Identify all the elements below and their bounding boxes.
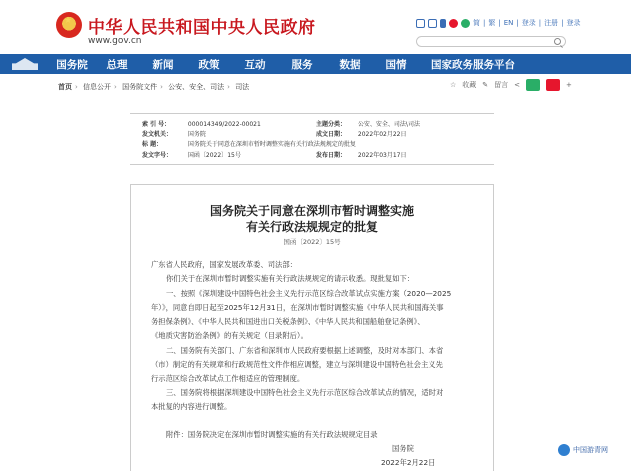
index-label: 索 引 号： — [142, 121, 171, 128]
doc-signature: 国务院 — [392, 444, 414, 453]
favorite-link[interactable]: 收藏 — [462, 81, 477, 89]
nav-item-state-council[interactable]: 国务院 — [56, 58, 88, 71]
wechat-icon[interactable] — [461, 19, 470, 28]
doc-line-1a: 一、按照《深圳建设中国特色社会主义先行示范区综合改革试点实施方案（2020—2025 — [166, 289, 452, 298]
written-date-value: 2022年02月22日 — [357, 131, 407, 138]
doc-sign-date: 2022年2月22日 — [381, 458, 436, 467]
star-icon[interactable]: ☆ — [450, 81, 457, 89]
message-icon[interactable]: ✎ — [482, 81, 489, 89]
accessibility-icon[interactable] — [416, 19, 425, 28]
document-number: 国函〔2022〕15号 — [283, 238, 341, 246]
watermark-text: 中国游青网 — [573, 446, 608, 454]
issuer-label: 发文机关： — [142, 131, 173, 138]
nav-item-national-info[interactable]: 国情 — [385, 58, 407, 71]
site-header — [0, 0, 631, 52]
breadcrumb-info-disclosure[interactable]: 信息公开 — [83, 83, 112, 91]
breadcrumb-home[interactable]: 首页 — [58, 83, 72, 91]
doc-line-2b: （市）制定的有关规章和行政规范性文件作相应调整，建立与深圳建设中国特色社会主义先 — [151, 360, 443, 369]
share-icon[interactable]: < — [514, 81, 521, 89]
doc-attachment-line[interactable]: 附件：国务院决定在深圳市暂时调整实施的有关行政法规规定目录 — [166, 430, 378, 439]
nav-item-news[interactable]: 新闻 — [152, 58, 174, 71]
wechat-share-icon[interactable] — [526, 79, 540, 91]
category-label: 主题分类： — [316, 121, 347, 128]
document-info-table — [130, 113, 494, 165]
watermark-logo-icon — [558, 444, 570, 456]
doc-line-2c: 行示范区综合改革试点工作相适应的管理制度。 — [151, 374, 305, 383]
breadcrumb-state-council-docs[interactable]: 国务院文件 — [122, 83, 158, 91]
mobile-icon[interactable] — [440, 19, 446, 28]
doc-line-intro: 你们关于在深圳市暂时调整实施有关行政法规规定的请示收悉。现批复如下： — [166, 274, 415, 283]
top-utility-bar: 简 | 繁 | EN | 登录 | 注册 | 登录 — [416, 18, 580, 28]
doc-line-3b: 本批复的内容进行调整。 — [151, 402, 232, 411]
doc-line-2a: 二、国务院有关部门、广东省和深圳市人民政府要根据上述调整，及时对本部门、本省 — [166, 346, 444, 355]
nav-item-premier[interactable]: 总理 — [106, 58, 128, 71]
signin-link[interactable]: 登录 — [566, 19, 581, 27]
nav-item-service[interactable]: 服务 — [291, 58, 313, 71]
document-title-line2: 有关行政法规规定的批复 — [245, 220, 378, 234]
doc-line-addressee: 广东省人民政府，国家发展改革委、司法部： — [151, 260, 297, 269]
lang-english-link[interactable]: EN — [503, 19, 514, 27]
breadcrumb: 首页 › 信息公开 › 国务院文件 › 公安、安全、司法 › 司法 — [58, 83, 250, 91]
document-title-line1: 国务院关于同意在深圳市暂时调整实施 — [209, 204, 414, 218]
nav-item-policy[interactable]: 政策 — [198, 58, 220, 71]
breadcrumb-public-security[interactable]: 公安、安全、司法 — [168, 83, 225, 91]
search-icon[interactable] — [554, 38, 561, 45]
issuer-value: 国务院 — [187, 131, 206, 138]
category-value: 公安、安全、司法\司法 — [357, 121, 420, 128]
main-nav — [0, 54, 631, 74]
breadcrumb-judicial[interactable]: 司法 — [235, 83, 250, 91]
index-value: 000014349/2022-00021 — [187, 121, 261, 128]
title-label: 标 题： — [142, 141, 163, 148]
published-date-value: 2022年03月17日 — [357, 152, 407, 159]
nav-item-interaction[interactable]: 互动 — [244, 58, 266, 71]
site-domain: www.gov.cn — [88, 36, 142, 46]
home-icon[interactable] — [0, 54, 50, 74]
doc-line-1c: 务担保条例》、《中华人民共和国进出口关税条例》、《中华人民共和国船舶登记条例》、 — [151, 317, 425, 326]
more-share-icon[interactable]: + — [566, 81, 572, 89]
nav-item-data[interactable]: 数据 — [339, 58, 361, 71]
lang-traditional-link[interactable]: 繁 — [488, 19, 496, 27]
lang-simplified-link[interactable]: 简 — [473, 19, 480, 27]
doc-number-label: 发文字号： — [142, 152, 173, 159]
site-title[interactable]: 中华人民共和国中央人民政府 — [88, 18, 316, 38]
published-date-label: 发布日期： — [316, 152, 347, 159]
title-value: 国务院关于同意在深圳市暂时调整实施有关行政法规规定的批复 — [187, 141, 356, 148]
login-link[interactable]: 登录 — [521, 19, 536, 27]
doc-line-3a: 三、国务院将根据深圳建设中国特色社会主义先行示范区综合改革试点的情况，适时对 — [166, 388, 444, 397]
weibo-icon[interactable] — [449, 19, 458, 28]
search-input[interactable] — [416, 36, 566, 47]
doc-line-1d: 《地质灾害防治条例》的有关规定（目录附后）。 — [151, 331, 308, 340]
doc-number-value: 国函〔2022〕15号 — [187, 152, 241, 159]
doc-line-1b: 年）》，同意自即日起至2025年12月31日，在深圳市暂时调整实施《中华人民共和国海关事 — [151, 303, 444, 312]
mail-icon[interactable] — [428, 19, 437, 28]
nav-item-service-platform[interactable]: 国家政务服务平台 — [431, 58, 515, 71]
message-link[interactable]: 留言 — [494, 81, 509, 89]
weibo-share-icon[interactable] — [546, 79, 560, 91]
national-emblem-icon[interactable]: ★ — [56, 12, 82, 38]
register-link[interactable]: 注册 — [544, 19, 559, 27]
share-tools — [450, 79, 572, 91]
written-date-label: 成文日期： — [316, 131, 347, 138]
watermark — [558, 444, 608, 456]
